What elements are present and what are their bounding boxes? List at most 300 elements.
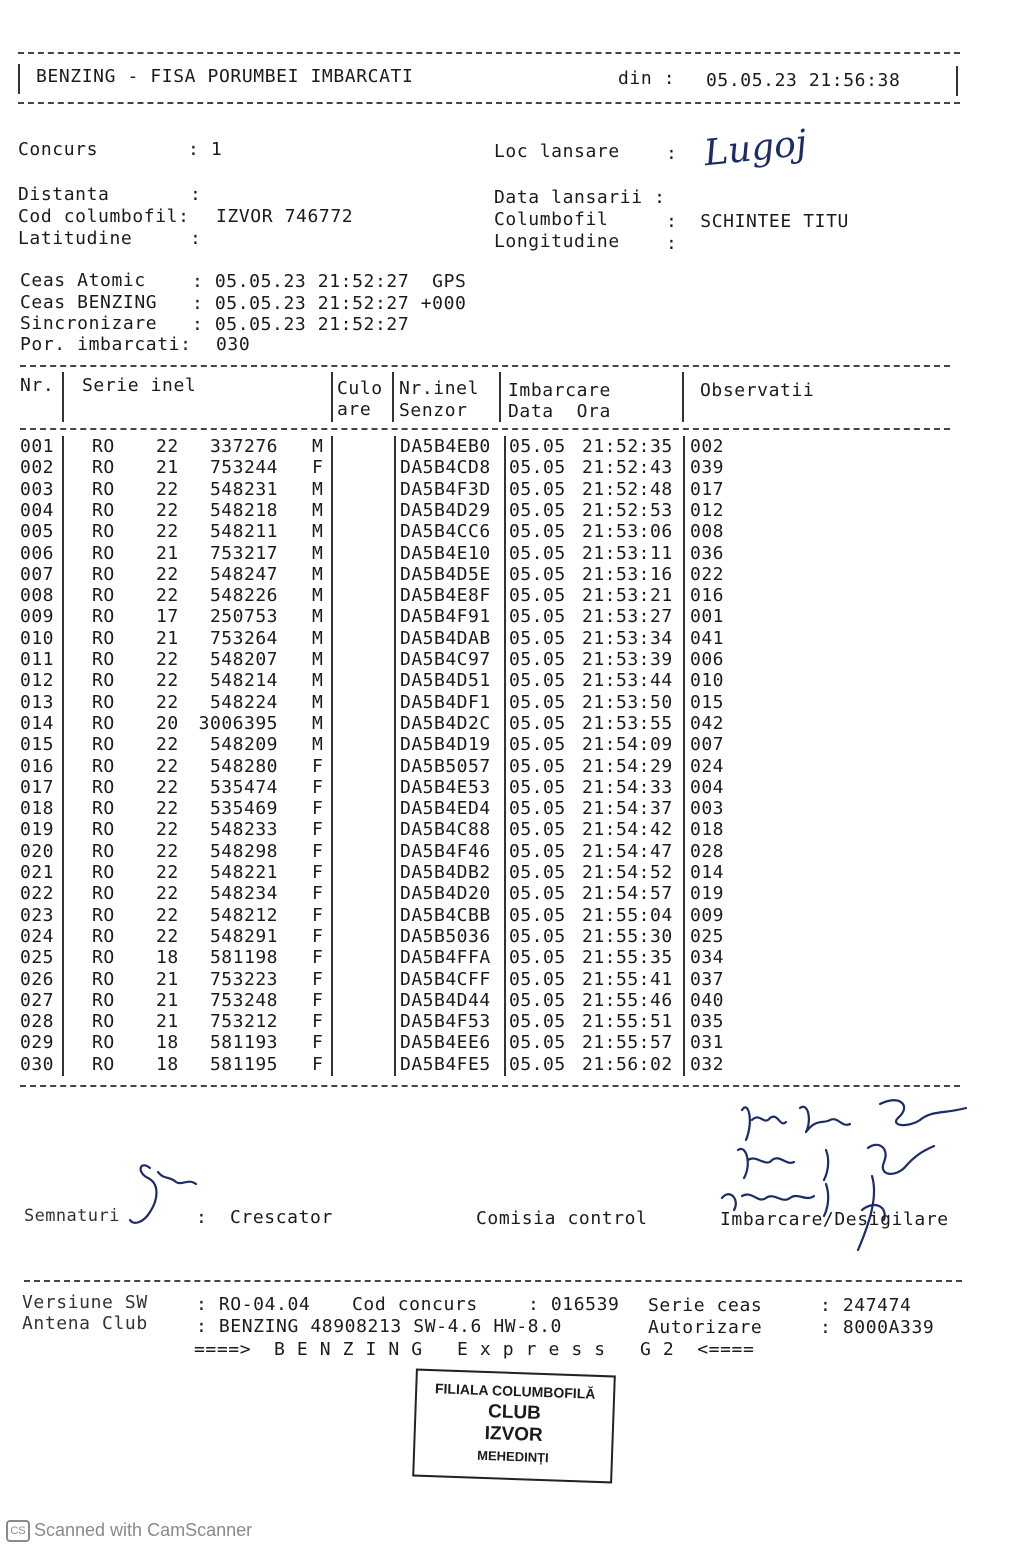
- cell-an: 22: [156, 862, 179, 883]
- latitudine-value: :: [190, 228, 202, 249]
- cell-nr: 005: [20, 521, 55, 543]
- cell-nr: 021: [20, 862, 55, 883]
- cell-sex: F: [312, 840, 324, 862]
- cell-nr: 010: [20, 627, 55, 649]
- cell-nr: 007: [20, 563, 55, 585]
- cell-an: 22: [156, 755, 179, 777]
- cell-an: 22: [156, 521, 179, 543]
- table-row: [0, 1054, 1000, 1075]
- header-right-border: [956, 66, 958, 96]
- cell-inel: 250753: [209, 606, 278, 628]
- cell-an: 22: [156, 798, 179, 820]
- cell-data: 05.05: [509, 862, 566, 883]
- cell-data: 05.05: [509, 883, 566, 905]
- cell-ora: 21:53:16: [582, 563, 673, 585]
- cell-tara: RO: [92, 499, 115, 521]
- cell-data: 05.05: [509, 606, 566, 628]
- cell-data: 05.05: [509, 755, 566, 777]
- cell-tara: RO: [92, 627, 115, 649]
- cell-ora: 21:52:48: [582, 478, 673, 500]
- por-imbarcati-label: Por. imbarcati:: [20, 334, 192, 355]
- cell-obs: 041: [690, 627, 725, 649]
- stamp-line-mehedinti: MEHEDINȚI: [476, 1447, 549, 1466]
- cell-senzor: DA5B4D19: [400, 734, 491, 756]
- cell-inel: 535469: [209, 798, 278, 820]
- cell-inel: 3006395: [198, 712, 278, 734]
- table-row: [0, 883, 1000, 904]
- cell-senzor: DA5B4FE5: [400, 1053, 491, 1075]
- cell-senzor: DA5B4D5E: [400, 563, 491, 585]
- header-date-label: din :: [618, 68, 676, 89]
- col-divider-nr: [62, 372, 64, 422]
- cell-data: 05.05: [509, 819, 566, 841]
- table-row: [0, 670, 1000, 691]
- cell-obs: 024: [690, 755, 725, 777]
- cell-data: 05.05: [509, 798, 566, 820]
- cell-obs: 018: [690, 819, 725, 841]
- cell-obs: 036: [690, 542, 725, 564]
- header-top-border: [18, 52, 960, 54]
- table-row: [0, 436, 1000, 457]
- col-divider-senzor: [499, 372, 501, 422]
- header-imbarcare-2: Data Ora: [508, 401, 611, 422]
- cell-data: 05.05: [509, 989, 566, 1011]
- cell-inel: 753217: [209, 542, 278, 564]
- cell-inel: 548233: [209, 819, 278, 841]
- columbofil-value: : SCHINTEE TITU: [666, 211, 849, 232]
- cell-nr: 012: [20, 670, 55, 692]
- cell-nr: 011: [20, 649, 55, 670]
- cell-tara: RO: [92, 606, 115, 628]
- cell-nr: 025: [20, 947, 55, 969]
- cell-senzor: DA5B4DB2: [400, 862, 491, 883]
- stamp-line-club: CLUB: [487, 1401, 542, 1424]
- cell-ora: 21:54:33: [582, 776, 673, 798]
- cell-ora: 21:52:43: [582, 457, 673, 479]
- cell-senzor: DA5B4D29: [400, 499, 491, 521]
- cell-nr: 002: [20, 457, 55, 479]
- cell-obs: 015: [690, 691, 725, 713]
- cell-sex: F: [312, 947, 324, 969]
- table-row: [0, 969, 1000, 990]
- cell-inel: 581193: [209, 1032, 278, 1054]
- loc-lansare-sep: :: [666, 143, 678, 164]
- cell-sex: M: [312, 563, 324, 585]
- col-divider-culoare: [392, 372, 394, 422]
- table-row: [0, 926, 1000, 947]
- cell-senzor: DA5B4DF1: [400, 691, 491, 713]
- cell-nr: 008: [20, 585, 55, 607]
- cell-obs: 003: [690, 798, 725, 820]
- cell-tara: RO: [92, 968, 115, 990]
- cell-inel: 548207: [209, 649, 278, 670]
- cell-inel: 548221: [209, 862, 278, 883]
- cell-tara: RO: [92, 755, 115, 777]
- cell-ora: 21:54:29: [582, 755, 673, 777]
- cell-inel: 548247: [209, 563, 278, 585]
- table-row: [0, 479, 1000, 500]
- cell-data: 05.05: [509, 925, 566, 947]
- cell-ora: 21:54:42: [582, 819, 673, 841]
- table-row: [0, 819, 1000, 840]
- antena-value: : BENZING 48908213 SW-4.6 HW-8.0: [196, 1316, 562, 1337]
- cell-obs: 034: [690, 947, 725, 969]
- header-imbarcare-1: Imbarcare: [508, 380, 611, 401]
- cell-inel: 753248: [209, 989, 278, 1011]
- cell-obs: 017: [690, 478, 725, 500]
- serie-ceas-value: : 247474: [820, 1295, 912, 1316]
- cell-an: 21: [156, 627, 179, 649]
- cell-obs: 042: [690, 712, 725, 734]
- cell-tara: RO: [92, 1032, 115, 1054]
- cell-sex: F: [312, 776, 324, 798]
- cell-nr: 014: [20, 712, 55, 734]
- antena-label: Antena Club: [22, 1313, 148, 1334]
- cell-an: 22: [156, 840, 179, 862]
- cell-nr: 027: [20, 989, 55, 1011]
- cell-an: 18: [156, 1032, 179, 1054]
- cell-obs: 008: [690, 521, 725, 543]
- cell-tara: RO: [92, 1053, 115, 1075]
- versiune-value: : RO-04.04: [196, 1294, 311, 1315]
- cell-obs: 002: [690, 436, 725, 457]
- table-row: [0, 649, 1000, 670]
- cell-an: 17: [156, 606, 179, 628]
- scanner-watermark: [6, 1520, 252, 1542]
- cell-ora: 21:53:34: [582, 627, 673, 649]
- cell-data: 05.05: [509, 542, 566, 564]
- signature-comisia-label: Comisia control: [476, 1208, 648, 1229]
- cell-nr: 017: [20, 776, 55, 798]
- table-row: [0, 905, 1000, 926]
- cell-an: 18: [156, 1053, 179, 1075]
- cell-data: 05.05: [509, 670, 566, 692]
- cell-obs: 006: [690, 649, 725, 670]
- cell-nr: 018: [20, 798, 55, 820]
- cell-inel: 548211: [209, 521, 278, 543]
- cell-inel: 581195: [209, 1053, 278, 1075]
- cod-columbofil-value: IZVOR 746772: [216, 206, 354, 227]
- latitudine-label: Latitudine: [18, 228, 133, 249]
- signatures-label: Semnaturi: [24, 1206, 120, 1226]
- signature-commission-2: [738, 1145, 934, 1180]
- concurs-label: Concurs: [18, 139, 99, 160]
- table-row: [0, 585, 1000, 606]
- cell-nr: 006: [20, 542, 55, 564]
- cell-obs: 025: [690, 925, 725, 947]
- cell-nr: 001: [20, 436, 55, 457]
- cell-an: 22: [156, 734, 179, 756]
- cell-sex: F: [312, 798, 324, 820]
- cell-obs: 040: [690, 989, 725, 1011]
- cell-inel: 548291: [209, 925, 278, 947]
- cell-an: 22: [156, 499, 179, 521]
- cell-senzor: DA5B4E53: [400, 776, 491, 798]
- table-row: [0, 1011, 1000, 1032]
- table-row: [0, 606, 1000, 627]
- cell-an: 21: [156, 1011, 179, 1033]
- cell-sex: M: [312, 499, 324, 521]
- cell-tara: RO: [92, 819, 115, 841]
- table-row: [0, 1032, 1000, 1053]
- cell-inel: 753244: [209, 457, 278, 479]
- cell-obs: 009: [690, 904, 725, 926]
- sincronizare-label: Sincronizare: [20, 313, 158, 334]
- cell-tara: RO: [92, 1011, 115, 1033]
- table-row: [0, 564, 1000, 585]
- cell-inel: 753212: [209, 1011, 278, 1033]
- benzing-express-banner: ====> B E N Z I N G E x p r e s s G 2 <====: [194, 1339, 755, 1360]
- cell-ora: 21:52:53: [582, 499, 673, 521]
- cell-tara: RO: [92, 862, 115, 883]
- cell-ora: 21:55:35: [582, 947, 673, 969]
- cell-tara: RO: [92, 585, 115, 607]
- cell-tara: RO: [92, 670, 115, 692]
- cell-an: 22: [156, 436, 179, 457]
- serie-ceas-label: Serie ceas: [648, 1295, 763, 1316]
- cell-data: 05.05: [509, 478, 566, 500]
- table-row: [0, 862, 1000, 883]
- cell-sex: F: [312, 755, 324, 777]
- cell-an: 22: [156, 904, 179, 926]
- table-row: [0, 756, 1000, 777]
- cell-obs: 039: [690, 457, 725, 479]
- cell-an: 22: [156, 776, 179, 798]
- cell-an: 21: [156, 542, 179, 564]
- header-nr: Nr.: [20, 375, 55, 396]
- cell-inel: 548218: [209, 499, 278, 521]
- cell-ora: 21:55:30: [582, 925, 673, 947]
- cell-an: 22: [156, 925, 179, 947]
- cell-an: 22: [156, 691, 179, 713]
- cell-ora: 21:56:02: [582, 1053, 673, 1075]
- cell-nr: 003: [20, 478, 55, 500]
- cell-tara: RO: [92, 776, 115, 798]
- cell-tara: RO: [92, 691, 115, 713]
- header-nrinel-2: Senzor: [399, 400, 468, 421]
- cell-sex: F: [312, 862, 324, 883]
- cell-data: 05.05: [509, 840, 566, 862]
- cell-ora: 21:54:52: [582, 862, 673, 883]
- cell-data: 05.05: [509, 1011, 566, 1033]
- cell-data: 05.05: [509, 649, 566, 670]
- cell-data: 05.05: [509, 776, 566, 798]
- data-lansarii-label: Data lansarii :: [494, 187, 666, 208]
- cell-an: 22: [156, 819, 179, 841]
- header-left-border: [18, 64, 20, 94]
- cell-obs: 035: [690, 1011, 725, 1033]
- cell-senzor: DA5B4CBB: [400, 904, 491, 926]
- cell-sex: M: [312, 734, 324, 756]
- cell-inel: 337276: [209, 436, 278, 457]
- cell-obs: 032: [690, 1053, 725, 1075]
- cell-inel: 548234: [209, 883, 278, 905]
- cod-concurs-value: : 016539: [528, 1294, 620, 1315]
- header-culoare-1: Culo: [337, 378, 383, 399]
- versiune-label: Versiune SW: [22, 1292, 148, 1313]
- table-header-rule: [20, 428, 950, 430]
- loc-lansare-handwritten: Lugoj: [702, 122, 809, 175]
- cell-tara: RO: [92, 925, 115, 947]
- cell-obs: 001: [690, 606, 725, 628]
- cell-sex: F: [312, 989, 324, 1011]
- table-row: [0, 500, 1000, 521]
- cell-ora: 21:54:57: [582, 883, 673, 905]
- cell-inel: 753223: [209, 968, 278, 990]
- por-imbarcati-value: 030: [216, 334, 251, 355]
- cell-ora: 21:53:06: [582, 521, 673, 543]
- cell-an: 22: [156, 649, 179, 670]
- cell-senzor: DA5B4F46: [400, 840, 491, 862]
- cell-data: 05.05: [509, 734, 566, 756]
- columbofil-label: Columbofil: [494, 209, 609, 230]
- cell-data: 05.05: [509, 1032, 566, 1054]
- cell-senzor: DA5B4F91: [400, 606, 491, 628]
- cell-tara: RO: [92, 904, 115, 926]
- cod-columbofil-label: Cod columbofil:: [18, 206, 190, 227]
- cell-sex: F: [312, 968, 324, 990]
- longitudine-value: :: [666, 233, 678, 254]
- cell-ora: 21:54:09: [582, 734, 673, 756]
- cell-tara: RO: [92, 521, 115, 543]
- cell-data: 05.05: [509, 457, 566, 479]
- cell-data: 05.05: [509, 521, 566, 543]
- cell-sex: M: [312, 606, 324, 628]
- cell-sex: M: [312, 627, 324, 649]
- cell-inel: 753264: [209, 627, 278, 649]
- cell-tara: RO: [92, 649, 115, 670]
- cell-ora: 21:55:51: [582, 1011, 673, 1033]
- table-row: [0, 734, 1000, 755]
- scanner-text: Scanned with CamScanner: [34, 1520, 253, 1540]
- cell-data: 05.05: [509, 585, 566, 607]
- cell-data: 05.05: [509, 627, 566, 649]
- cell-an: 22: [156, 563, 179, 585]
- signature-crescator-label: Crescator: [230, 1207, 333, 1228]
- cell-data: 05.05: [509, 904, 566, 926]
- table-top-rule: [20, 365, 950, 367]
- cell-tara: RO: [92, 563, 115, 585]
- header-bottom-border: [18, 102, 960, 104]
- cell-tara: RO: [92, 883, 115, 905]
- cell-senzor: DA5B4E8F: [400, 585, 491, 607]
- cell-obs: 037: [690, 968, 725, 990]
- cell-nr: 026: [20, 968, 55, 990]
- cell-ora: 21:54:37: [582, 798, 673, 820]
- cell-sex: F: [312, 904, 324, 926]
- document-title: BENZING - FISA PORUMBEI IMBARCATI: [36, 66, 414, 87]
- table-row: [0, 777, 1000, 798]
- cell-sex: M: [312, 478, 324, 500]
- cell-ora: 21:52:35: [582, 436, 673, 457]
- cell-inel: 548212: [209, 904, 278, 926]
- cell-an: 21: [156, 457, 179, 479]
- cell-sex: F: [312, 883, 324, 905]
- cell-nr: 030: [20, 1053, 55, 1075]
- cell-senzor: DA5B4D51: [400, 670, 491, 692]
- cell-inel: 581198: [209, 947, 278, 969]
- cell-an: 22: [156, 585, 179, 607]
- cell-nr: 016: [20, 755, 55, 777]
- table-row: [0, 692, 1000, 713]
- cell-inel: 548298: [209, 840, 278, 862]
- header-nrinel-1: Nr.inel: [399, 378, 480, 399]
- cell-inel: 535474: [209, 776, 278, 798]
- cell-sex: F: [312, 1053, 324, 1075]
- cell-senzor: DA5B5057: [400, 755, 491, 777]
- concurs-value: : 1: [188, 139, 223, 160]
- cell-sex: M: [312, 649, 324, 670]
- cell-ora: 21:53:55: [582, 712, 673, 734]
- ceas-benzing-label: Ceas BENZING: [20, 292, 158, 313]
- cell-nr: 022: [20, 883, 55, 905]
- col-divider-imbarcare: [682, 372, 684, 422]
- header-culoare-2: are: [337, 399, 372, 420]
- cell-tara: RO: [92, 478, 115, 500]
- ceas-atomic-value: : 05.05.23 21:52:27 GPS: [192, 271, 467, 292]
- cell-tara: RO: [92, 989, 115, 1011]
- table-row: [0, 841, 1000, 862]
- cell-tara: RO: [92, 712, 115, 734]
- cell-sex: F: [312, 1011, 324, 1033]
- ceas-benzing-value: : 05.05.23 21:52:27 +000: [192, 293, 467, 314]
- table-row: [0, 521, 1000, 542]
- cell-sex: M: [312, 670, 324, 692]
- cell-data: 05.05: [509, 947, 566, 969]
- cell-sex: M: [312, 691, 324, 713]
- cell-senzor: DA5B4CD8: [400, 457, 491, 479]
- camscanner-icon: CS: [6, 1520, 30, 1542]
- cell-senzor: DA5B4D20: [400, 883, 491, 905]
- cell-senzor: DA5B4EE6: [400, 1032, 491, 1054]
- club-stamp: [412, 1369, 616, 1484]
- table-row: [0, 990, 1000, 1011]
- cell-inel: 548280: [209, 755, 278, 777]
- cell-inel: 548226: [209, 585, 278, 607]
- signature-commission-1: [742, 1100, 966, 1140]
- cell-data: 05.05: [509, 1053, 566, 1075]
- table-row: [0, 457, 1000, 478]
- loc-lansare-label: Loc lansare: [494, 141, 620, 162]
- cell-sex: M: [312, 436, 324, 457]
- cell-tara: RO: [92, 798, 115, 820]
- footer-top-rule: [24, 1280, 962, 1282]
- cell-an: 20: [156, 712, 179, 734]
- cell-senzor: DA5B4D44: [400, 989, 491, 1011]
- cell-tara: RO: [92, 457, 115, 479]
- cell-nr: 004: [20, 499, 55, 521]
- cell-data: 05.05: [509, 563, 566, 585]
- table-row: [0, 713, 1000, 734]
- header-serie-inel: Serie inel: [82, 375, 197, 396]
- cell-ora: 21:53:44: [582, 670, 673, 692]
- cell-tara: RO: [92, 542, 115, 564]
- cell-data: 05.05: [509, 968, 566, 990]
- cell-obs: 022: [690, 563, 725, 585]
- cell-tara: RO: [92, 436, 115, 457]
- table-row: [0, 628, 1000, 649]
- distanta-label: Distanta: [18, 184, 110, 205]
- cell-an: 22: [156, 478, 179, 500]
- cell-senzor: DA5B4C88: [400, 819, 491, 841]
- cell-senzor: DA5B4F53: [400, 1011, 491, 1033]
- cell-sex: M: [312, 585, 324, 607]
- cell-sex: M: [312, 521, 324, 543]
- cell-senzor: DA5B4E10: [400, 542, 491, 564]
- cell-obs: 012: [690, 499, 725, 521]
- col-divider-serie: [331, 372, 333, 422]
- cell-ora: 21:54:47: [582, 840, 673, 862]
